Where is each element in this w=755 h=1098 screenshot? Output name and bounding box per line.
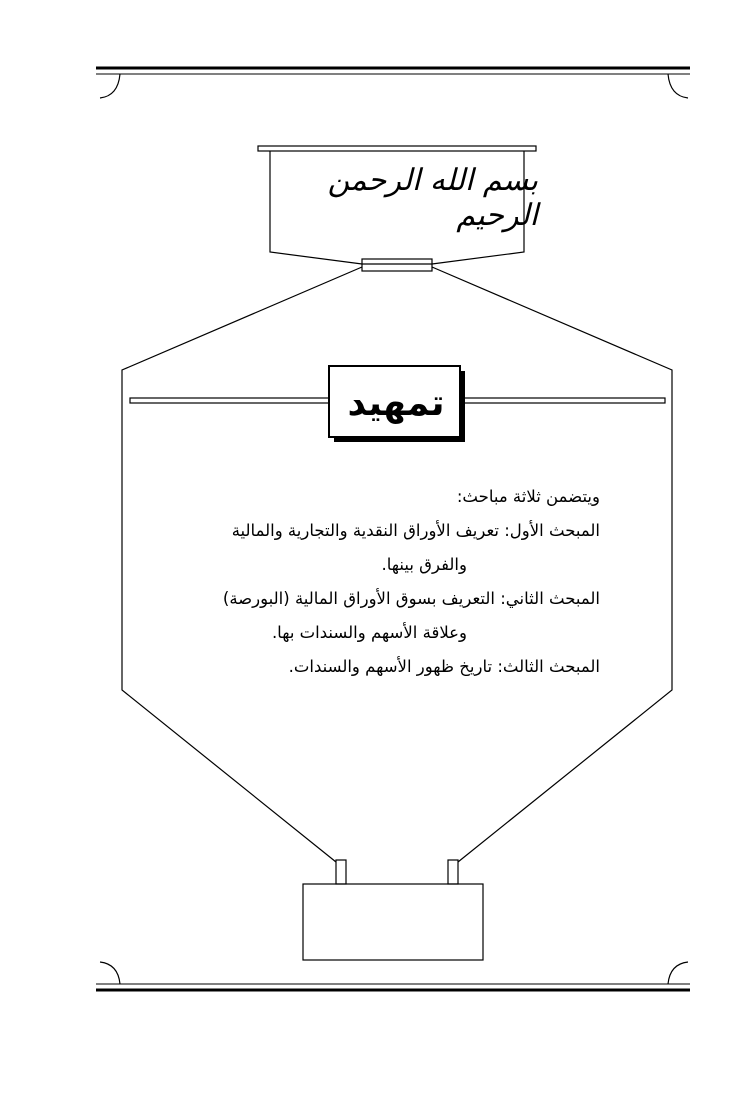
chapter-title-line1: تاريخ ظهور الأسهم والسندات.: [288, 657, 493, 676]
chapter-title-line2: والفرق بينها.: [381, 555, 467, 574]
bottom-fixture: [303, 860, 483, 960]
chapter-label: المبحث الثالث:: [497, 657, 600, 676]
bottom-border: [96, 962, 690, 990]
section-title: تمهيد: [347, 382, 445, 424]
chapter-list: [150, 480, 600, 684]
intro-line: ويتضمن ثلاثة مباحث:: [456, 487, 600, 506]
chapter-title-line1: تعريف الأوراق النقدية والتجارية والمالية: [231, 521, 499, 540]
chapter-label: المبحث الأول:: [504, 521, 600, 540]
chapter-label: المبحث الثاني:: [500, 589, 600, 608]
chapter-item: [150, 650, 600, 684]
chapter-item: [150, 582, 600, 650]
basmala-calligraphy: بسم الله الرحمن الرحيم: [327, 163, 538, 233]
chapter-title-line1: التعريف بسوق الأوراق المالية (البورصة): [222, 589, 495, 608]
chapter-title: [289, 657, 493, 676]
chapter-title-line2: وعلاقة الأسهم والسندات بها.: [271, 623, 467, 642]
chapter-item: [150, 514, 600, 582]
top-border: [96, 68, 690, 98]
